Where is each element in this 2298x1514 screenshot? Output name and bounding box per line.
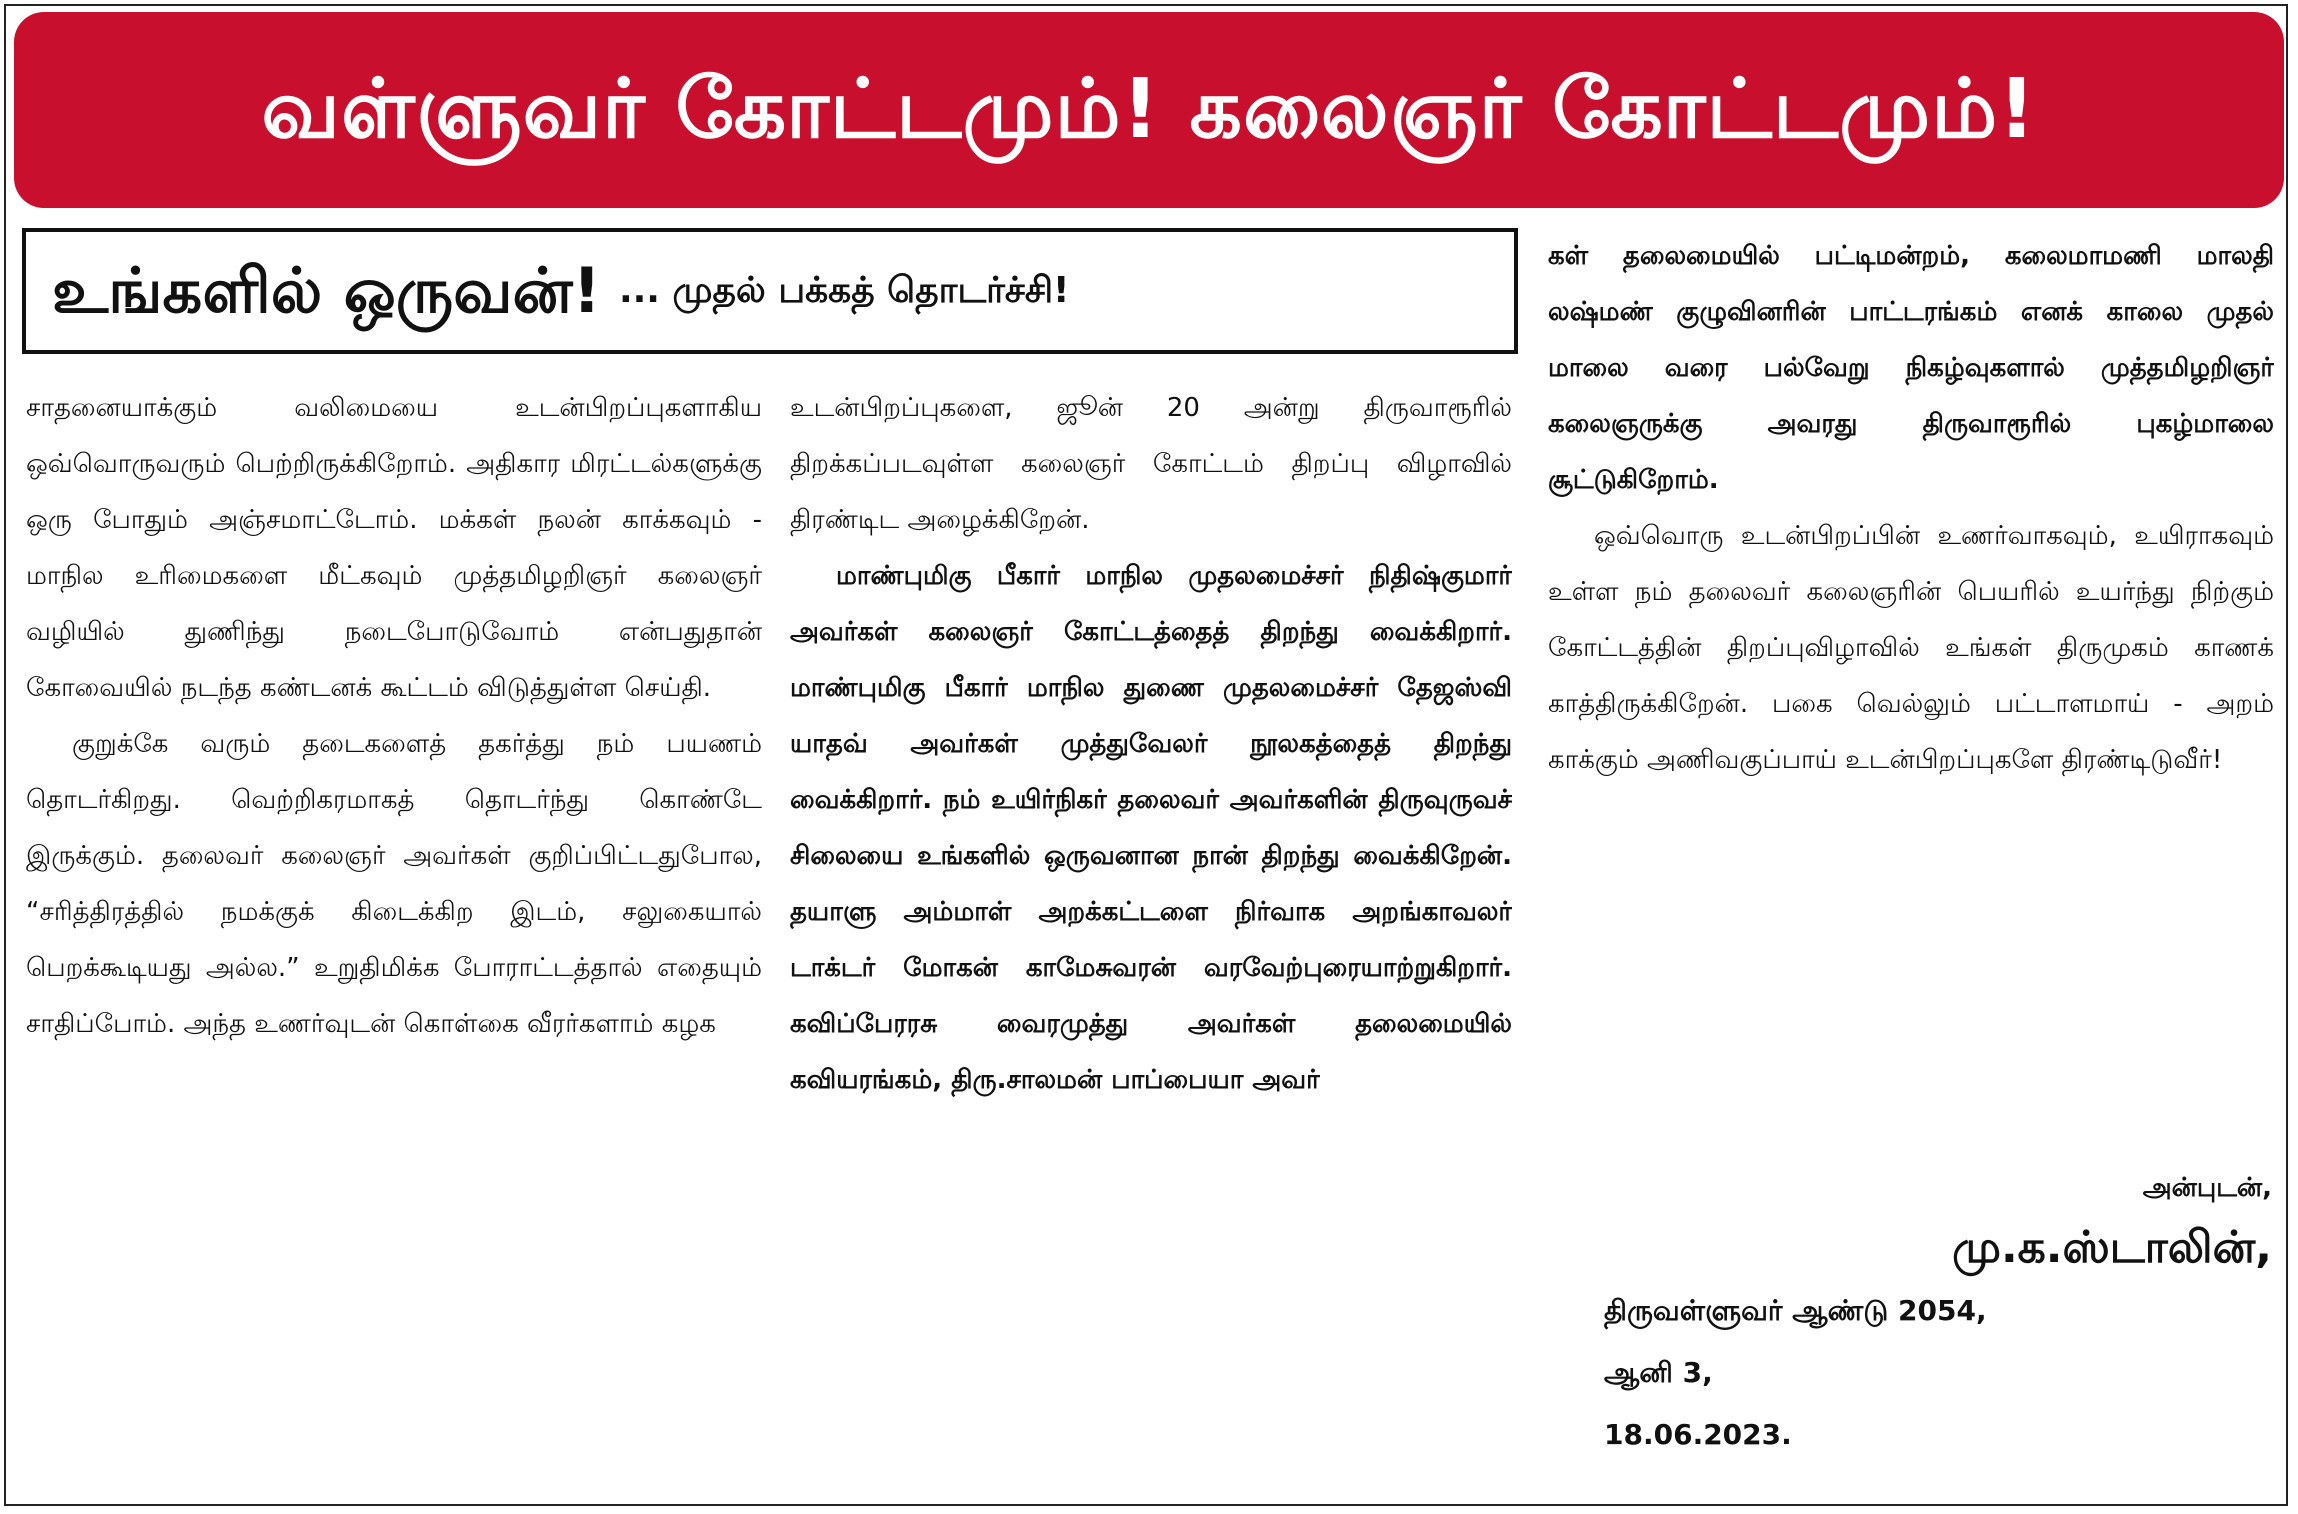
column1-paragraph-1: சாதனையாக்கும் வலிமையை உடன்பிறப்புகளாகிய ஒவ்வொருவரும் பெற்றிருக்கிறோம். அதிகார மிரட்டல்களுக்கு ஒரு போதும் அஞ்சமாட்டோம். மக்கள் நலன் காக்கவும் - மாநில உரிமைகளை மீட்கவும் முத்தமிழறிஞர் கலைஞர் வழியில் துணிந்து நடைபோடுவோம் என்பதுதான் கோவையில் நடந்த கண்டனக் கூட்டம் விடுத்துள்ள செய்தி. bbox=[26, 393, 762, 703]
signature-closing: அன்புடன், bbox=[2142, 1173, 2272, 1203]
headline-title: வள்ளுவர் கோட்டமும்! கலைஞர் கோட்டமும்! bbox=[261, 62, 2037, 157]
signature-year: திருவள்ளுவர் ஆண்டு 2054, bbox=[1604, 1294, 1987, 1327]
column1-paragraph-2: குறுக்கே வரும் தடைகளைத் தகர்த்து நம் பயணம் தொடர்கிறது. வெற்றிகரமாகத் தொடர்ந்து கொண்டே இருக்கும். தலைவர் கலைஞர் அவர்கள் குறிப்பிட்டதுபோல, “சரித்திரத்தில் நமக்குக் கிடைக்கிற இடம், சலுகையால் பெறக்கூடியது அல்ல.” உறுதிமிக்க போராட்டத்தால் எதையும் சாதிப்போம். அந்த உணர்வுடன் கொள்கை வீரர்களாம் கழக bbox=[26, 729, 762, 1039]
signature-name: மு.க.ஸ்டாலின், bbox=[1952, 1222, 2272, 1273]
column-title: உங்களில் ஒருவன்! bbox=[52, 254, 601, 327]
column3-paragraph-1: கள் தலைமையில் பட்டிமன்றம், கலைமாமணி மாலதி லஷ்மண் குழுவினரின் பாட்டரங்கம் எனக் காலை முதல் மாலை வரை பல்வேறு நிகழ்வுகளால் முத்தமிழறிஞர் கலைஞருக்கு அவரது திருவாரூரில் புகழ்மாலை சூட்டுகிறோம். bbox=[1548, 241, 2274, 495]
article-column-3 bbox=[1548, 228, 2274, 788]
column2-paragraph-2: மாண்புமிகு பீகார் மாநில முதலமைச்சர் நிதிஷ்குமார் அவர்கள் கலைஞர் கோட்டத்தைத் திறந்து வைக்கிறார். மாண்புமிகு பீகார் மாநில துணை முதலமைச்சர் தேஜஸ்வி யாதவ் அவர்கள் முத்துவேலர் நூலகத்தைத் திறந்து வைக்கிறார். நம் உயிர்நிகர் தலைவர் அவர்களின் திருவுருவச் சிலையை உங்களில் ஒருவனான நான் திறந்து வைக்கிறேன். தயாளு அம்மாள் அறக்கட்டளை நிர்வாக அறங்காவலர் டாக்டர் மோகன் காமேசுவரன் வரவேற்புரையாற்றுகிறார். கவிப்பேரரசு வைரமுத்து அவர்கள் தலைமையில் கவியரங்கம், திரு.சாலமன் பாப்பையா அவர் bbox=[790, 561, 1512, 1095]
signature-date: 18.06.2023. bbox=[1604, 1418, 1792, 1451]
column-header-box bbox=[22, 228, 1518, 354]
continuation-note: ... முதல் பக்கத் தொடர்ச்சி! bbox=[618, 270, 1070, 311]
signature-block bbox=[1552, 1160, 2272, 1466]
article-column-2 bbox=[790, 380, 1512, 1108]
column2-paragraph-1: உடன்பிறப்புகளை, ஜூன் 20 அன்று திருவாரூரில் திறக்கப்படவுள்ள கலைஞர் கோட்டம் திறப்பு விழாவில் திரண்டிட அழைக்கிறேன். bbox=[790, 393, 1512, 535]
signature-tamil-date: ஆனி 3, bbox=[1604, 1356, 1713, 1389]
article-column-1 bbox=[26, 380, 762, 1052]
column3-paragraph-2: ஒவ்வொரு உடன்பிறப்பின் உணர்வாகவும், உயிராகவும் உள்ள நம் தலைவர் கலைஞரின் பெயரில் உயர்ந்து நிற்கும் கோட்டத்தின் திறப்புவிழாவில் உங்கள் திருமுகம் காணக் காத்திருக்கிறேன். பகை வெல்லும் பட்டாளமாய் - அறம் காக்கும் அணிவகுப்பாய் உடன்பிறப்புகளே திரண்டிடுவீர்! bbox=[1548, 521, 2274, 775]
headline-banner bbox=[14, 12, 2284, 208]
